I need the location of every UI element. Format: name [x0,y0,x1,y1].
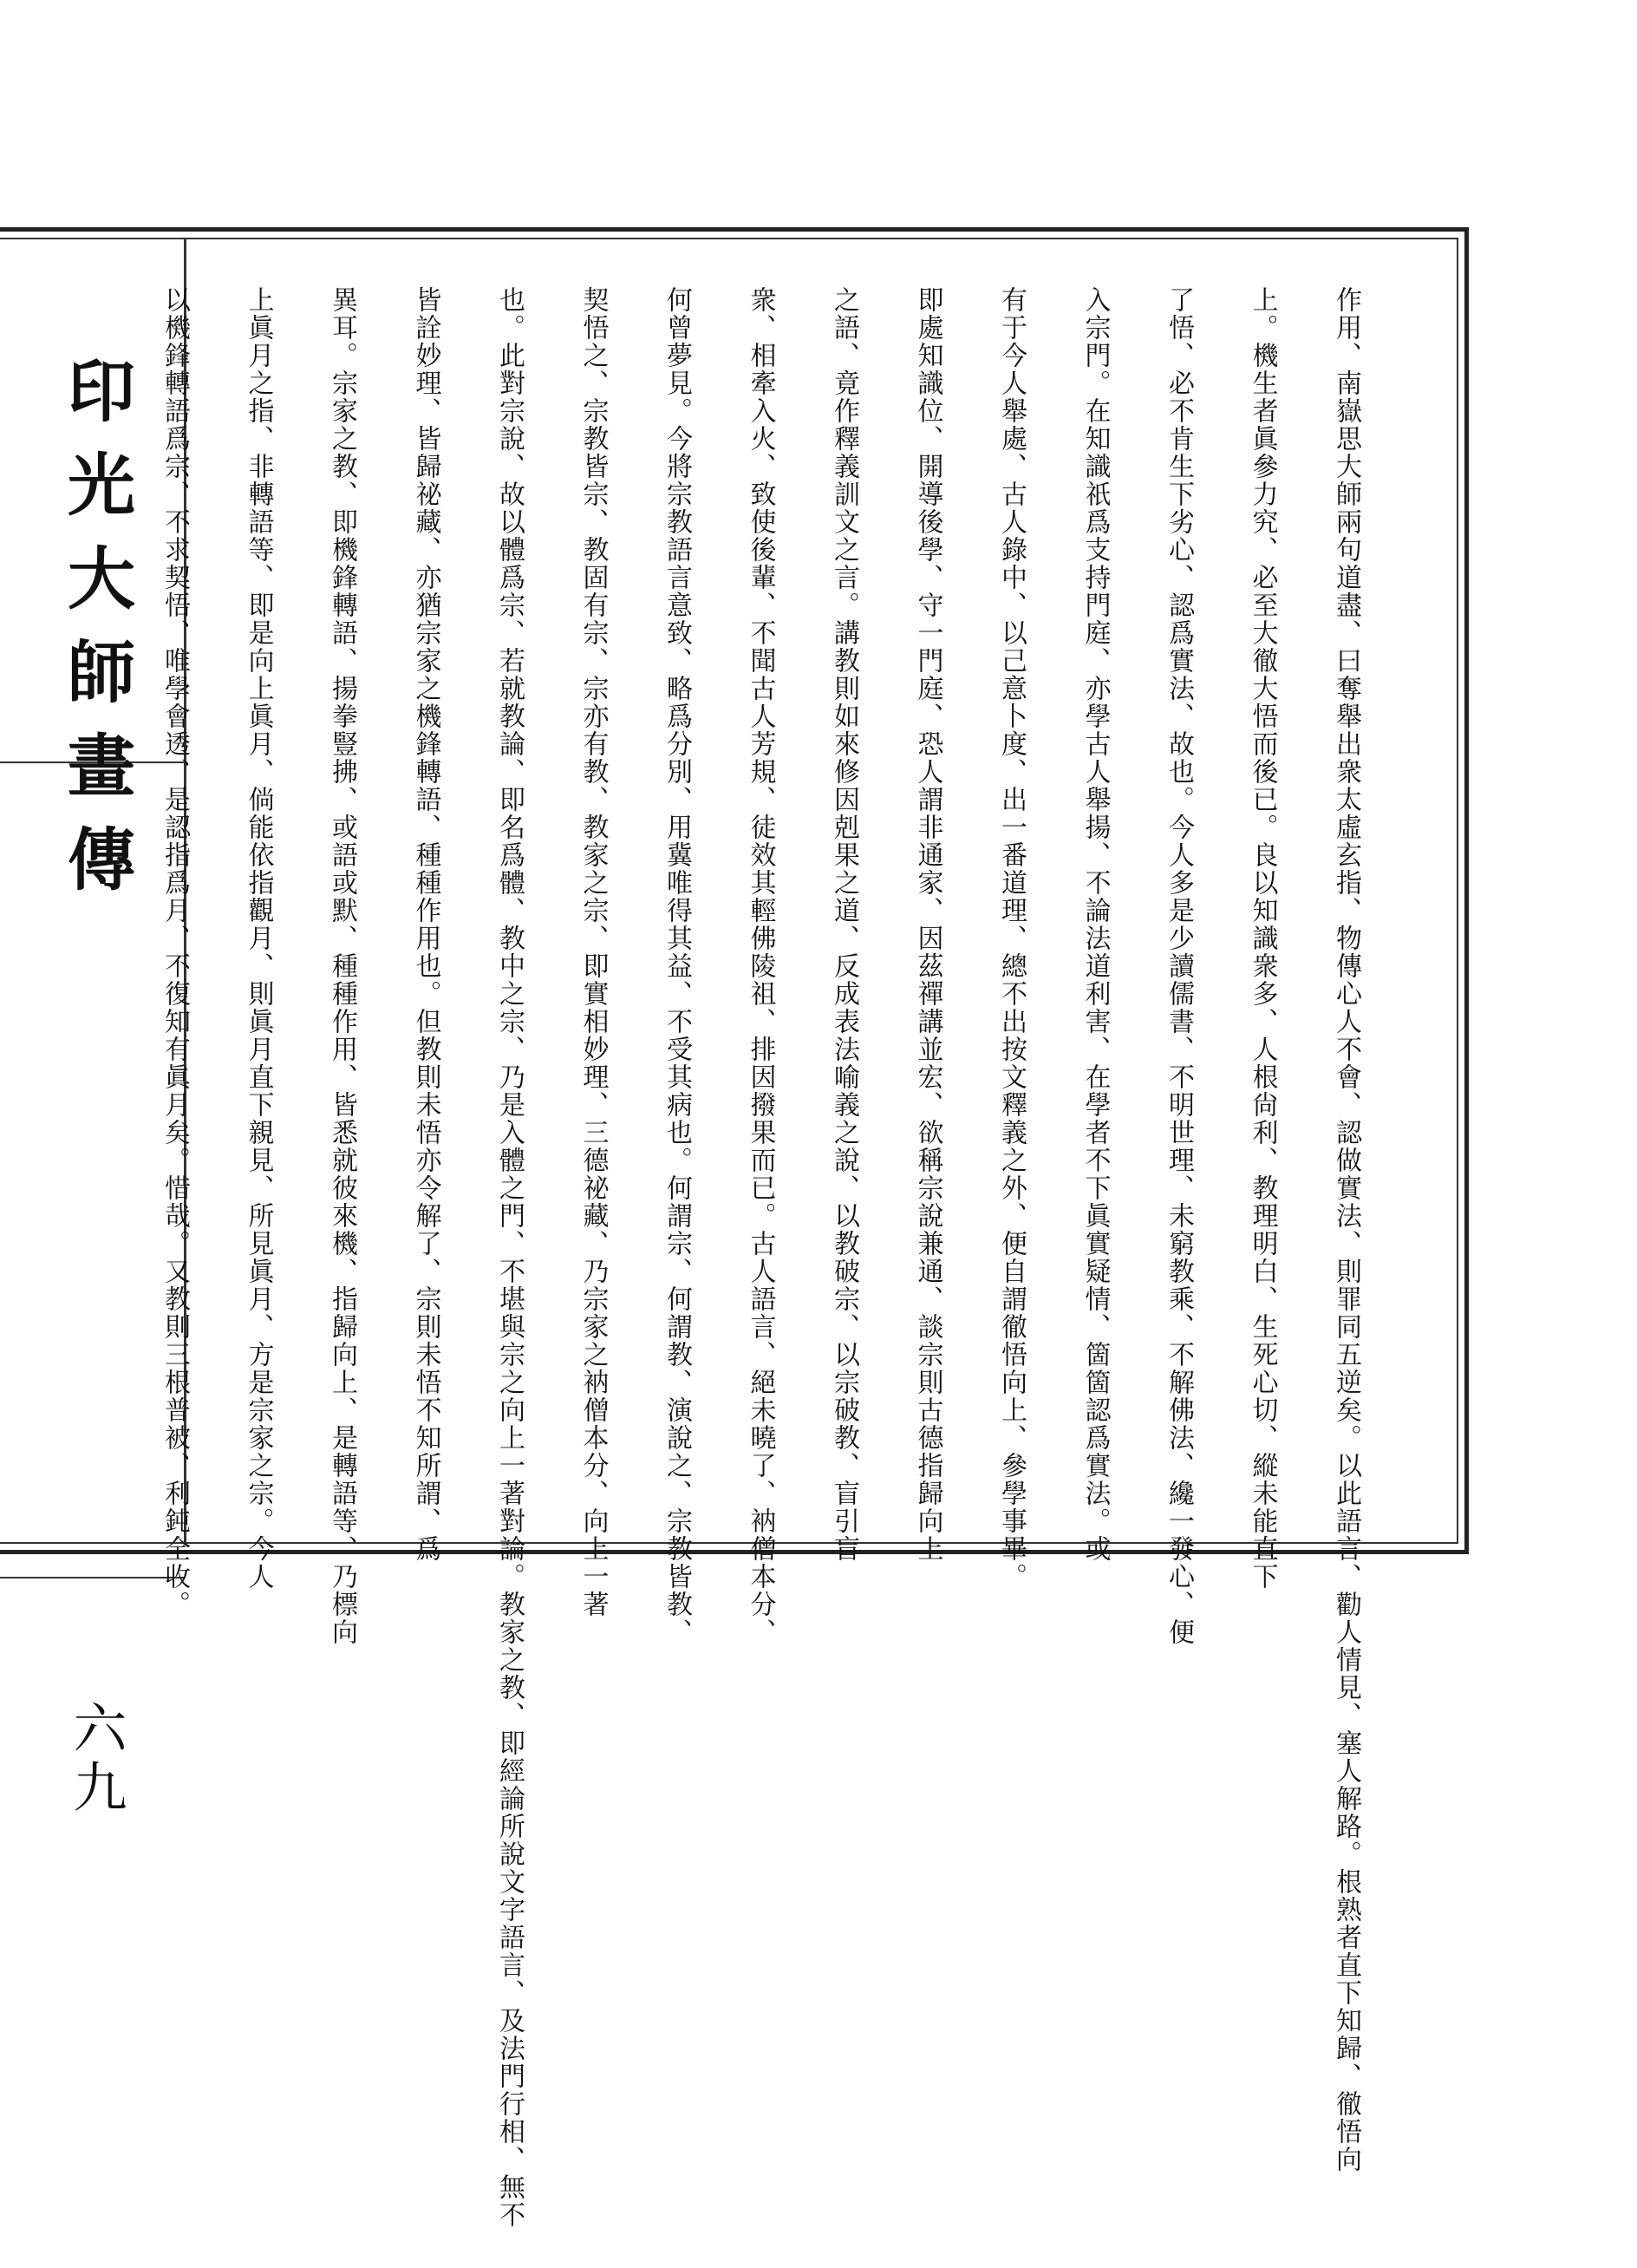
text-column: 皆詮妙理、皆歸祕藏、亦猶宗家之機鋒轉語、種種作用也。但教則未悟亦令解了、宗則未悟不知所謂、爲 [410,286,441,1563]
text-column: 異耳。宗家之教、即機鋒轉語、揚拳豎拂、或語或默、種種作用、皆悉就彼來機、指歸向上、是轉語等、乃標向 [327,286,357,1646]
text-column: 有于今人舉處、古人錄中、以己意卜度、出一番道理、總不出按文釋義之外、便自謂徹悟向上、參學事畢。 [996,286,1027,1591]
text-column: 以機鋒轉語爲宗、不求契悟、唯學會透、是認指爲月、不復知有眞月矣。惜哉。又教則三根普被、利鈍全收。 [160,286,190,1618]
page-number: 六九 [64,1700,127,1818]
text-column: 契悟之、宗教皆宗、教固有宗、宗亦有教、教家之宗、即實相妙理、三德祕藏、乃宗家之衲僧本分、向上一著 [577,286,609,1618]
text-column: 何曾夢見。今將宗教語言意致、略爲分別、用冀唯得其益、不受其病也。何謂宗、何謂教、演說之、宗教皆教、 [662,286,692,1646]
body-text-area [160,286,1387,2229]
text-column: 即處知識位、開導後學、守一門庭、恐人謂非通家、因茲禪講並宏、欲稱宗說兼通、談宗則古德指歸向上 [912,286,943,1563]
text-column: 之語、竟作釋義訓文之言。講教則如來修因剋果之道、反成表法喻義之說、以教破宗、以宗破教、盲引盲 [829,286,859,1563]
margin-divider-lower [0,1577,184,1578]
text-column: 也。此對宗說、故以體爲宗、若就教論、即名爲體、教中之宗、乃是入體之門、不堪與宗之向上一著對論。教家之教、即經論所說文字語言、及法門行相、無不 [494,286,525,2229]
book-title: 印光大師畫傳 [56,356,135,918]
text-column: 了悟、必不肯生下劣心、認爲實法、故也。今人多是少讀儒書、不明世理、未窮教乘、不解佛法、纔一發心、便 [1164,286,1194,1646]
text-column: 作用、南嶽思大師兩句道盡、曰奪舉出衆太虛玄指、物傳心人不會、認做實法、則罪同五逆矣。以此語言、勸人情見、塞人解路。根熟者直下知歸、徹悟向 [1331,286,1361,2173]
text-column: 衆、相牽入火、致使後輩、不聞古人芳規、徒效其輕佛陵祖、排因撥果而已。古人語言、絕未曉了、衲僧本分、 [745,286,776,1646]
text-column: 入宗門。在知識祇爲支持門庭、亦學古人舉揚、不論法道利害、在學者不下眞實疑情、箇箇認爲實法。或 [1079,286,1111,1563]
body-text [133,286,1388,2229]
text-column: 上眞月之指、非轉語等、即是向上眞月、倘能依指觀月、則眞月直下親見、所見眞月、方是宗家之宗。今人 [243,286,274,1591]
text-column: 上。機生者眞參力究、必至大徹大悟而後已。良以知識衆多、人根尙利、教理明白、生死心切、縱未能直下 [1247,286,1278,1591]
